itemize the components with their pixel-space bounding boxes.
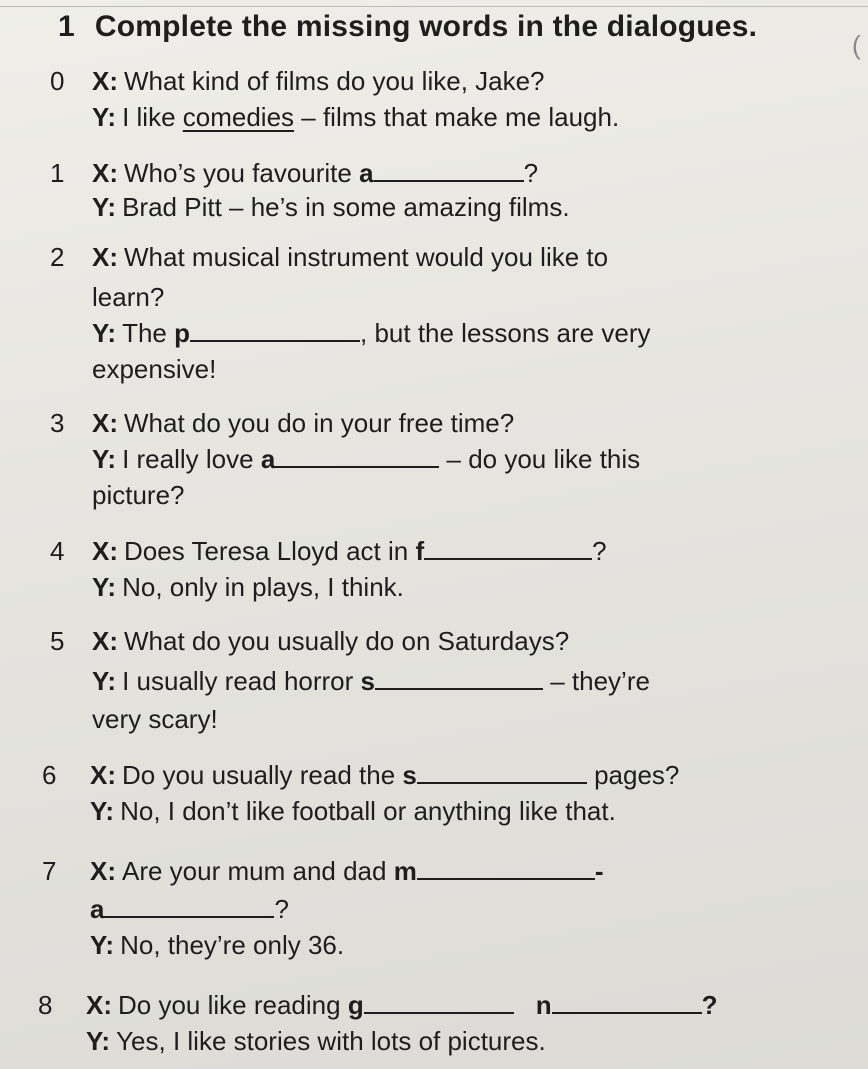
speaker-x: X: <box>92 158 118 188</box>
first-letter-hint: s <box>360 666 375 696</box>
item-number: 1 <box>50 158 65 188</box>
speaker-y: Y: <box>92 102 117 132</box>
answer-blank[interactable] <box>364 992 514 1014</box>
speaker-x: X: <box>92 408 118 438</box>
first-letter-hint: m <box>393 856 417 886</box>
dialogue-line-x <box>92 626 569 657</box>
dialogue-line-y <box>92 666 650 697</box>
dialogue-line-x <box>92 242 608 273</box>
answer-blank[interactable] <box>275 446 439 468</box>
top-divider <box>0 6 868 7</box>
line-text: – they’re <box>543 666 650 696</box>
dialogue-line-y <box>90 930 344 961</box>
line-text: – do you like this <box>439 444 641 474</box>
line-text: - <box>594 856 604 886</box>
line-text: Brad Pitt – he’s in some amazing films. <box>122 192 570 222</box>
first-letter-hint: f <box>415 536 425 566</box>
line-text: ? <box>592 536 607 566</box>
item-number: 2 <box>50 242 65 272</box>
margin-bracket: ( <box>852 30 861 60</box>
speaker-x: X: <box>90 760 116 790</box>
line-text: Are your mum and dad <box>122 856 394 886</box>
exercise-heading <box>58 10 757 44</box>
exercise-title: Complete the missing words in the dialogues. <box>94 10 758 43</box>
dialogue-line-y <box>92 318 650 349</box>
item-number: 8 <box>38 990 53 1020</box>
dialogue-line-y-cont <box>92 354 216 385</box>
answer-blank[interactable] <box>417 762 587 784</box>
first-letter-hint: n <box>535 990 552 1020</box>
answer-blank[interactable] <box>552 992 702 1014</box>
dialogue-line-y-cont <box>92 480 185 511</box>
dialogue-line-x <box>92 66 545 97</box>
answer-blank[interactable] <box>374 160 524 182</box>
answer-blank[interactable] <box>190 320 360 342</box>
speaker-x: X: <box>92 536 118 566</box>
first-letter-hint: a <box>90 894 105 924</box>
item-number: 5 <box>50 626 65 656</box>
speaker-x: X: <box>86 990 112 1020</box>
line-text: , but the lessons are very <box>360 318 651 348</box>
line-text: Do you usually read the <box>122 760 403 790</box>
dialogue-line-y <box>86 1026 546 1057</box>
speaker-x: X: <box>92 242 118 272</box>
dialogue-line-y <box>90 796 616 827</box>
answer-blank[interactable] <box>375 668 543 690</box>
first-letter-hint: a <box>359 158 374 188</box>
line-text: expensive! <box>92 354 217 384</box>
speaker-x: X: <box>92 626 118 656</box>
dialogue-line-y <box>92 444 640 475</box>
speaker-x: X: <box>92 66 118 96</box>
answer-blank[interactable] <box>424 538 592 560</box>
line-text: What kind of films do you like, Jake? <box>124 66 545 96</box>
first-letter-hint: s <box>402 760 417 790</box>
line-text: Who’s you favourite <box>124 158 360 188</box>
line-text: ? <box>274 894 289 924</box>
speaker-y: Y: <box>92 666 117 696</box>
line-text: very scary! <box>92 704 218 734</box>
dialogue-line-x <box>90 760 679 791</box>
first-letter-hint: a <box>260 444 276 474</box>
first-letter-hint: g <box>347 990 364 1020</box>
dialogue-line-x <box>92 536 607 567</box>
answer-blank[interactable] <box>104 896 274 918</box>
line-text: Does Teresa Lloyd act in <box>124 536 416 566</box>
dialogue-line-x <box>90 856 604 887</box>
line-text: – films that make me laugh. <box>294 102 620 132</box>
dialogue-line-y <box>92 572 404 603</box>
line-text: What do you usually do on Saturdays? <box>124 626 570 656</box>
line-text: picture? <box>92 480 185 510</box>
item-number: 6 <box>42 760 57 790</box>
line-text: Yes, I like stories with lots of pictures. <box>116 1026 546 1056</box>
line-text: pages? <box>586 760 680 790</box>
line-text: No, I don’t like football or anything like that. <box>120 796 616 826</box>
line-text: learn? <box>92 282 165 312</box>
exercise-number: 1 <box>58 10 75 43</box>
speaker-y: Y: <box>92 318 117 348</box>
dialogue-line-y-cont <box>92 704 218 735</box>
speaker-x: X: <box>90 856 116 886</box>
speaker-y: Y: <box>90 796 115 826</box>
line-text: What do you do in your free time? <box>124 408 515 438</box>
answer-blank[interactable] <box>417 858 595 880</box>
dialogue-line-y <box>92 192 570 223</box>
item-number: 3 <box>50 408 65 438</box>
dialogue-line-x <box>92 408 514 439</box>
line-text: ? <box>523 158 539 188</box>
line-text: I like <box>122 102 183 132</box>
speaker-y: Y: <box>92 572 117 602</box>
example-answer: comedies <box>182 102 295 132</box>
item-number: 4 <box>50 536 65 566</box>
line-text: No, they’re only 36. <box>120 930 345 960</box>
line-text: No, only in plays, I think. <box>122 572 404 602</box>
dialogue-line-x <box>86 990 717 1021</box>
line-text: ? <box>701 990 718 1020</box>
line-text: I usually read horror <box>122 666 361 696</box>
speaker-y: Y: <box>92 192 117 222</box>
speaker-y: Y: <box>92 444 117 474</box>
speaker-y: Y: <box>90 930 115 960</box>
dialogue-line-x-cont <box>92 282 164 313</box>
line-text: What musical instrument would you like to <box>124 242 609 272</box>
dialogue-line-x-cont <box>90 894 289 925</box>
item-number: 7 <box>42 856 57 886</box>
item-number: 0 <box>50 66 65 96</box>
dialogue-line-x <box>92 158 538 189</box>
line-text: Do you like reading <box>118 990 348 1020</box>
line-text: I really love <box>122 444 261 474</box>
dialogue-line-y <box>92 102 619 133</box>
first-letter-hint: p <box>174 318 190 348</box>
line-text: The <box>122 318 175 348</box>
speaker-y: Y: <box>86 1026 111 1056</box>
